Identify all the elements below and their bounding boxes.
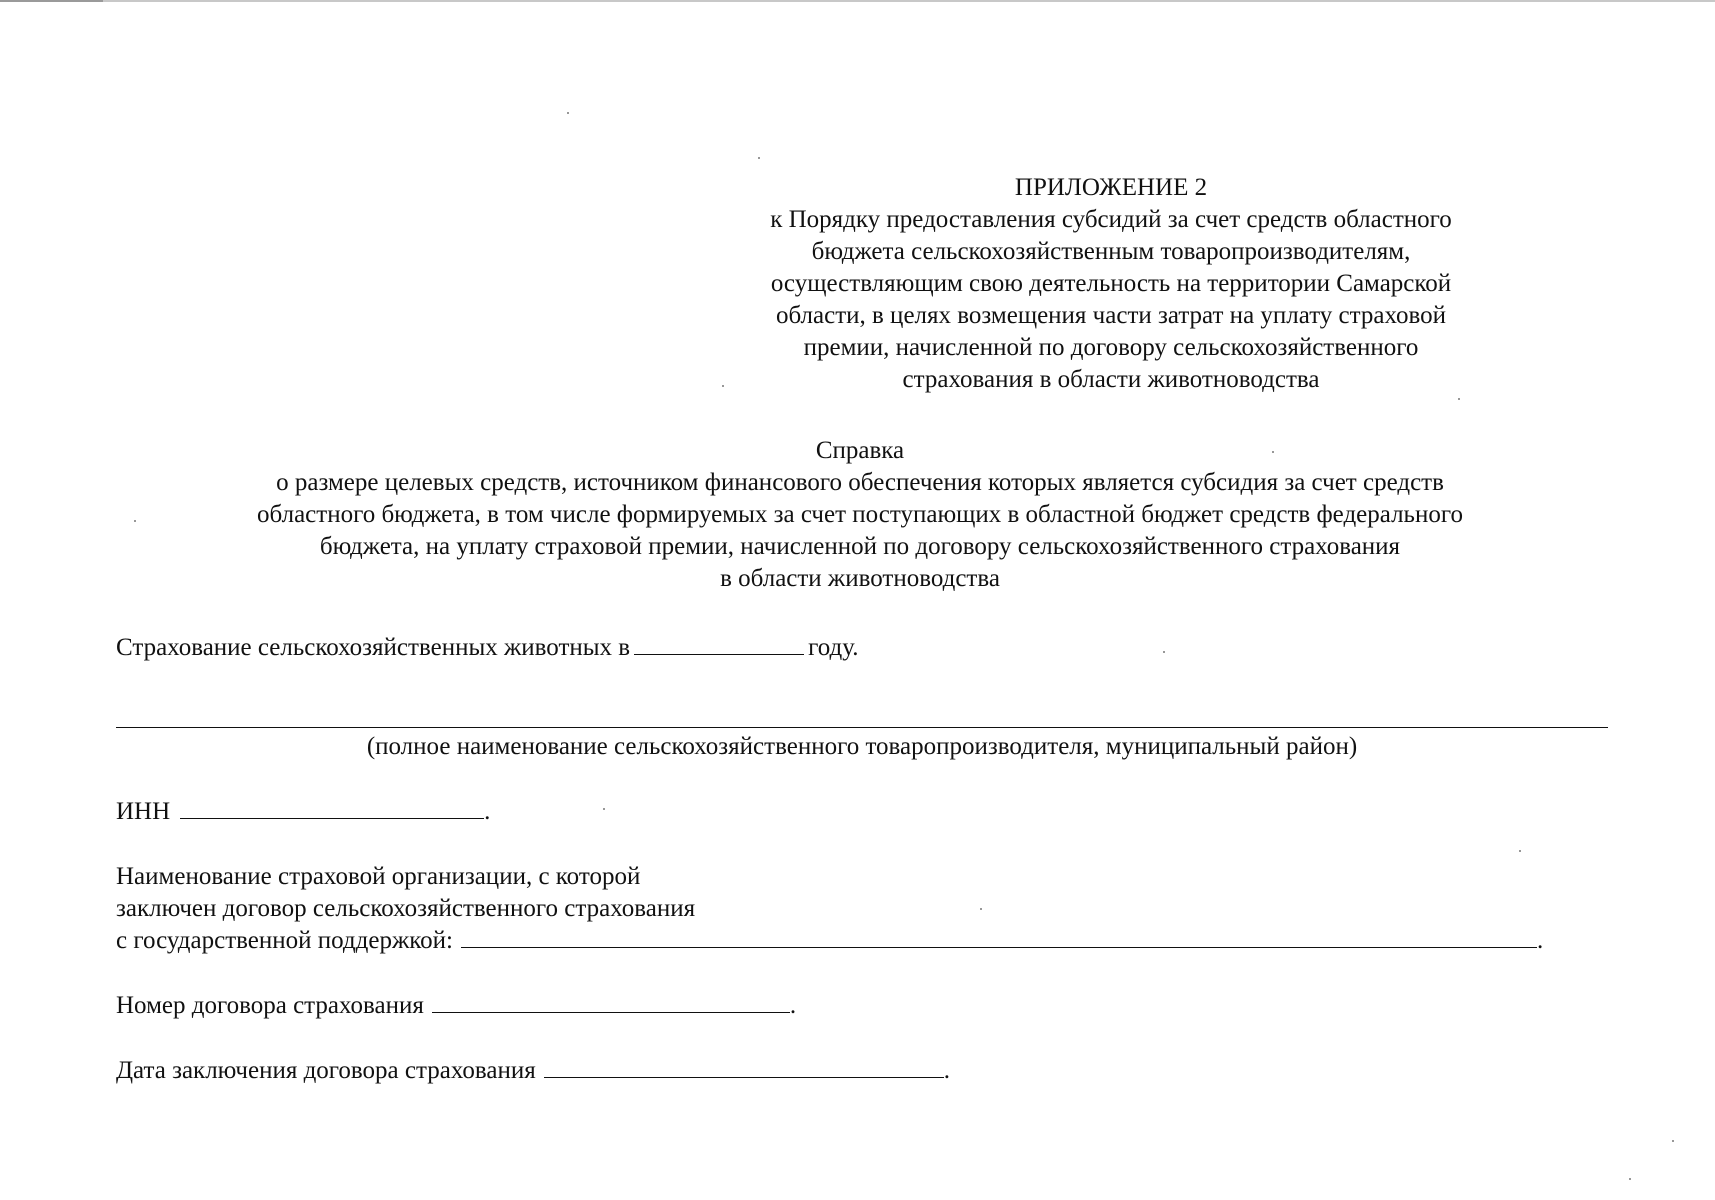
producer-caption: (полное наименование сельскохозяйственного товаропроизводителя, муниципальный район) (366, 733, 1358, 760)
contract-date-label: Дата заключения договора страхования (116, 1057, 536, 1084)
appendix-heading: ПРИЛОЖЕНИЕ 2 (1014, 174, 1208, 201)
scan-speck (1458, 398, 1460, 400)
scan-speck (1629, 1178, 1631, 1180)
contract-date-blank[interactable] (544, 1055, 944, 1078)
scan-speck (1272, 451, 1274, 453)
title-line: бюджета, на уплату страховой премии, начисленной по договору сельскохозяйственного страхования (319, 533, 1401, 560)
insurer-block (116, 861, 1543, 957)
scan-speck (1672, 1140, 1674, 1142)
insurer-blank[interactable] (461, 925, 1537, 948)
document-title: Справка (815, 437, 905, 464)
inn-label: ИНН (116, 798, 171, 825)
appendix-line: премии, начисленной по договору сельскохозяйственного (803, 334, 1419, 361)
year-label: Страхование сельскохозяйственных животных в (116, 634, 631, 661)
appendix-line: бюджета сельскохозяйственным товаропроизводителям, (811, 238, 1411, 265)
contract-number-blank[interactable] (432, 990, 790, 1013)
scan-speck (603, 808, 605, 810)
scan-speck (567, 112, 569, 114)
scan-speck (1519, 850, 1521, 852)
appendix-line: области, в целях возмещения части затрат на уплату страховой (775, 302, 1447, 329)
inn-suffix: . (484, 798, 491, 825)
title-line: в области животноводства (720, 565, 1000, 592)
insurer-label-line: Наименование страховой организации, с которой (116, 863, 641, 890)
inn-row (116, 796, 490, 828)
scan-speck (758, 157, 760, 159)
inn-blank[interactable] (180, 796, 484, 819)
year-blank[interactable] (634, 632, 804, 655)
insurer-suffix: . (1536, 927, 1544, 954)
appendix-line: к Порядку предоставления субсидий за счет средств областного (770, 206, 1452, 233)
appendix-block (700, 172, 1522, 396)
appendix-line: осуществляющим свою деятельность на территории Самарской (770, 270, 1452, 297)
contract-date-suffix: . (943, 1057, 950, 1084)
contract-number-label: Номер договора страхования (116, 992, 424, 1019)
document-title-block (120, 435, 1600, 595)
insurer-label-line: заключен договор сельскохозяйственного страхования (116, 895, 696, 922)
contract-date-row (116, 1055, 950, 1087)
title-line: областного бюджета, в том числе формируемых за счет поступающих в областной бюджет средств федерального (257, 501, 1463, 528)
appendix-line: страхования в области животноводства (902, 366, 1320, 393)
scan-edge (0, 0, 1715, 2)
producer-name-blank[interactable] (116, 727, 1608, 728)
contract-number-row (116, 990, 796, 1022)
scan-speck (1163, 651, 1165, 653)
contract-number-suffix: . (789, 992, 797, 1019)
scan-speck (134, 520, 136, 522)
scan-speck (722, 385, 724, 387)
year-suffix: году. (808, 634, 859, 661)
year-row (116, 632, 859, 664)
insurer-label-line: с государственной поддержкой: (116, 927, 453, 954)
title-line: о размере целевых средств, источником финансового обеспечения которых является субсидия за счет средств (276, 469, 1444, 496)
scan-speck (980, 908, 982, 910)
